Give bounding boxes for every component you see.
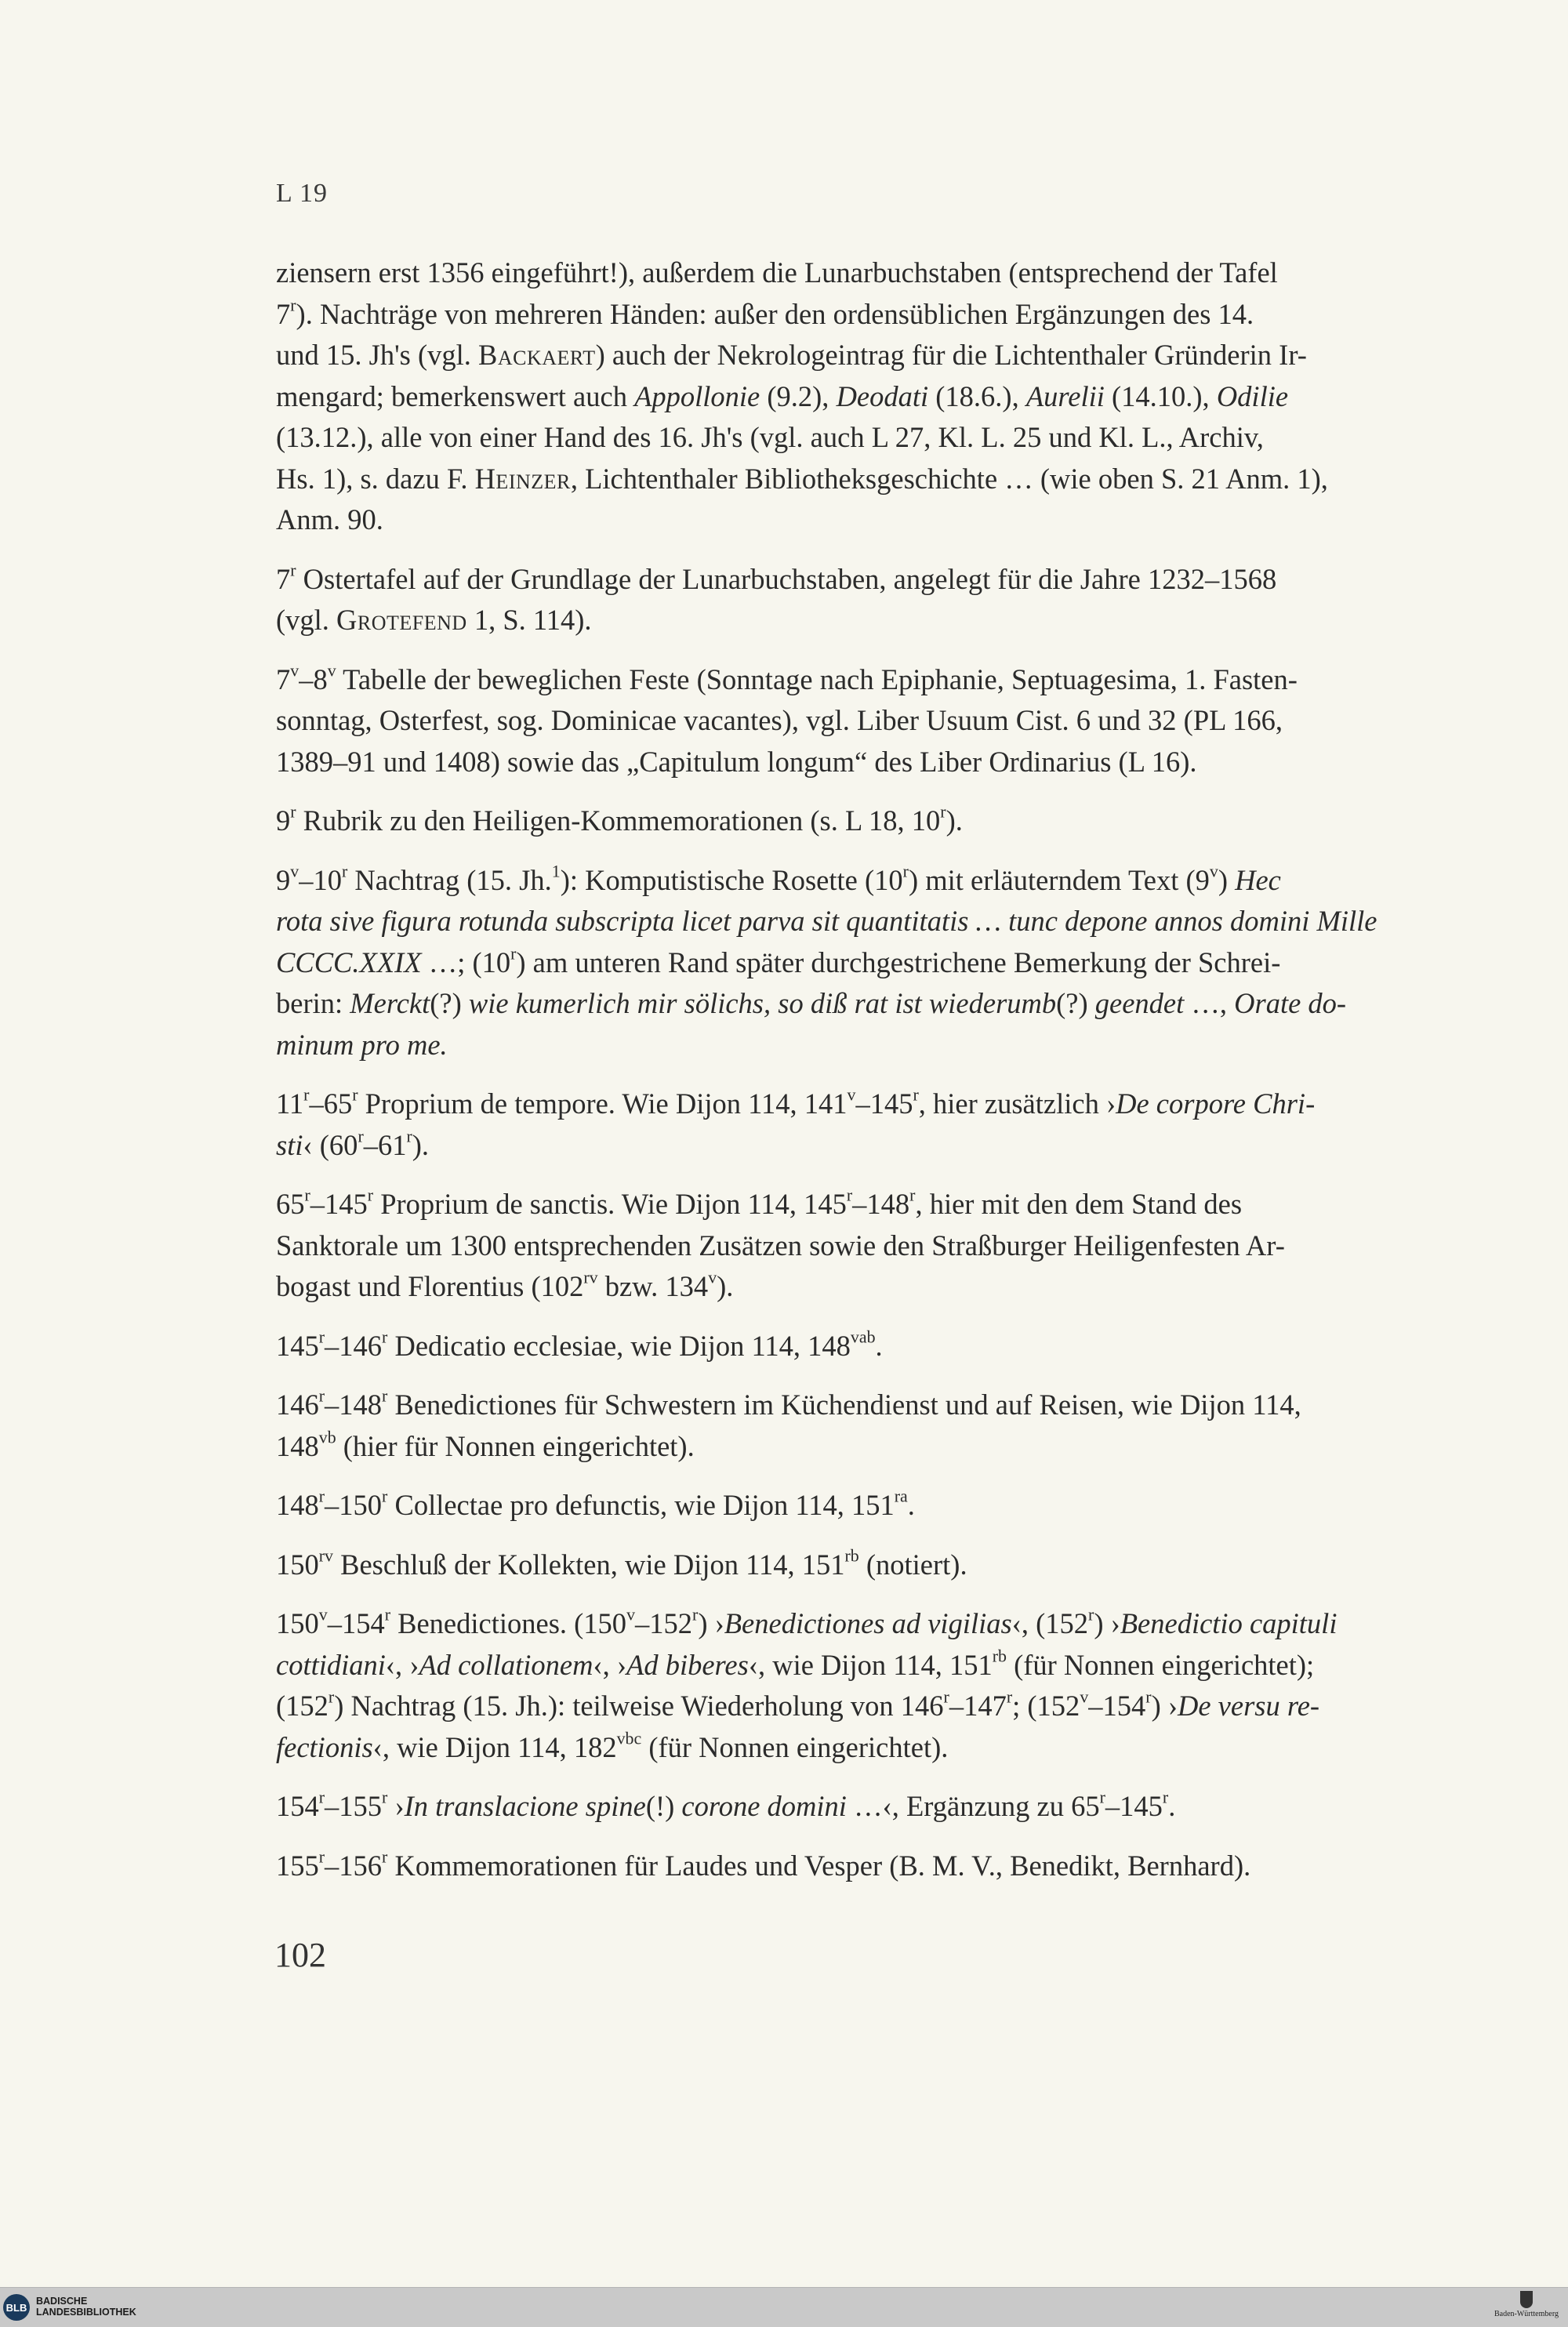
paragraph: [276, 1545, 1417, 1586]
paragraph: [276, 1385, 1417, 1467]
paragraph: [276, 1846, 1417, 1887]
text-line: ziensern erst 1356 eingeführt!), außerdem die Lunarbuchstaben (entsprechend der Tafel: [276, 256, 1278, 289]
text-line: Anm. 90.: [276, 503, 383, 535]
text-line: 9$^r$ Rubrik zu den Heiligen-Kommemorationen (s. L 18, 10$^r$).: [276, 801, 963, 837]
page-number: 102: [274, 1936, 326, 1974]
text-line: 145$^r$–146$^r$ Dedicatio ecclesiae, wie Dijon 114, $148^{vab}$.: [276, 1327, 883, 1362]
library-name-line: BADISCHE: [36, 2296, 88, 2307]
text-line: Hs. 1), s. dazu F. Heinzer, Lichtenthaler Bibliotheksgeschichte … (wie oben S. 21 Anm. 1),: [276, 462, 1328, 495]
text-line: bogast und Florentius ($102^{rv}$ bzw. 134$^v$).: [276, 1267, 734, 1302]
running-header: L 19: [276, 179, 328, 208]
library-name-line: LANDESBIBLIOTHEK: [36, 2307, 136, 2318]
text-line: cottidiani‹, ›Ad collationem‹, ›Ad biberes‹, wie Dijon 114, $151^{rb}$ (für Nonnen eingerichtet);: [276, 1646, 1315, 1681]
paragraph: [276, 1603, 1417, 1768]
paragraph: [276, 1485, 1417, 1527]
paragraph: [276, 559, 1417, 641]
text-line: sti‹ (60$^r$–61$^r$).: [276, 1126, 430, 1161]
text-line: Sanktorale um 1300 entsprechenden Zusätzen sowie den Straßburger Heiligenfesten Ar-: [276, 1229, 1285, 1262]
text-line: fectionis‹, wie Dijon 114, $182^{vbc}$ (für Nonnen eingerichtet).: [276, 1728, 949, 1763]
text-line: 9$^v$–10$^r$ Nachtrag (15. Jh.$^1$): Komputistische Rosette (10$^r$) mit erläuterndem Text (9$^v$) Hec: [276, 861, 1281, 896]
text-line: 154$^r$–155$^r$ ›In translacione spine(!) corone domini …‹, Ergänzung zu 65$^r$–145$^r$.: [276, 1787, 1176, 1822]
paragraph: [276, 659, 1417, 783]
paragraph: [276, 1084, 1417, 1166]
paragraph: [276, 1786, 1417, 1828]
library-name[interactable]: [36, 2296, 136, 2318]
text-line: 1389–91 und 1408) sowie das „Capitulum longum“ des Liber Ordinarius (L 16).: [276, 745, 1197, 778]
text-line: $148^{vb}$ (hier für Nonnen eingerichtet).: [276, 1427, 695, 1462]
text-line: minum pro me.: [276, 1028, 448, 1061]
text-line: mengard; bemerkenswert auch Appollonie (9.2), Deodati (18.6.), Aurelii (14.10.), Odilie: [276, 379, 1289, 412]
text-line: rota sive figura rotunda subscripta licet parva sit quantitatis … tunc depone annos domini Mille: [276, 905, 1377, 937]
text-line: 148$^r$–150$^r$ Collectae pro defunctis, wie Dijon 114, $151^{ra}$.: [276, 1486, 915, 1521]
text-line: 7$^v$–8$^v$ Tabelle der beweglichen Feste (Sonntage nach Epiphanie, Septuagesima, 1. Fasten-: [276, 660, 1298, 695]
text-line: 150$^v$–154$^r$ Benedictiones. (150$^v$–152$^r$) ›Benedictiones ad vigilias‹, (152$^r$) ›Benedictio capituli: [276, 1604, 1338, 1639]
text-line: (152$^r$) Nachtrag (15. Jh.): teilweise Wiederholung von 146$^r$–147$^r$; (152$^v$–154$^r$) ›De versu re-: [276, 1686, 1320, 1722]
text-line: (13.12.), alle von einer Hand des 16. Jh's (vgl. auch L 27, Kl. L. 25 und Kl. L., Archiv,: [276, 421, 1264, 453]
text-line: (vgl. Grotefend 1, S. 114).: [276, 604, 592, 636]
text-line: 7$^r$). Nachträge von mehreren Händen: außer den ordensüblichen Ergänzungen des 14.: [276, 295, 1254, 330]
paragraph: [276, 1184, 1417, 1308]
text-line: CCCC.XXIX …; (10$^r$) am unteren Rand später durchgestrichene Bemerkung der Schrei-: [276, 943, 1281, 978]
paragraph: [276, 800, 1417, 842]
text-line: 155$^r$–156$^r$ Kommemorationen für Laudes und Vesper (B. M. V., Benedikt, Bernhard).: [276, 1846, 1251, 1882]
crest-icon: [1520, 2291, 1533, 2308]
text-line: 11$^r$–65$^r$ Proprium de tempore. Wie Dijon 114, 141$^v$–145$^r$, hier zusätzlich ›De corpore Chri-: [276, 1084, 1316, 1120]
text-line: berin: Merckt(?) wie kumerlich mir sölichs, so diß rat ist wiederumb(?) geendet …, Orate do-: [276, 987, 1347, 1019]
paragraph: [276, 1326, 1417, 1367]
state-logo-text: Baden-Württemberg: [1494, 2310, 1559, 2318]
text-line: sonntag, Osterfest, sog. Dominicae vacantes), vgl. Liber Usuum Cist. 6 und 32 (PL 166,: [276, 704, 1283, 736]
text-line: 146$^r$–148$^r$ Benedictiones für Schwestern im Küchendienst und auf Reisen, wie Dijon 114,: [276, 1385, 1301, 1421]
text-line: 7$^r$ Ostertafel auf der Grundlage der Lunarbuchstaben, angelegt für die Jahre 1232–1568: [276, 560, 1277, 595]
text-line: 65$^r$–145$^r$ Proprium de sanctis. Wie Dijon 114, 145$^r$–148$^r$, hier mit den dem Stand des: [276, 1185, 1243, 1220]
viewer-footer: [0, 2287, 1568, 2327]
text-line: und 15. Jh's (vgl. Backaert) auch der Nekrologeintrag für die Lichtenthaler Gründerin Ir-: [276, 339, 1307, 371]
baden-wuerttemberg-logo[interactable]: [1491, 2291, 1562, 2325]
blb-logo-icon[interactable]: BLB: [3, 2294, 30, 2321]
paragraph: [276, 252, 1417, 541]
text-line: $150^{rv}$ Beschluß der Kollekten, wie Dijon 114, $151^{rb}$ (notiert).: [276, 1545, 967, 1581]
body-text: [276, 252, 1417, 1904]
paragraph: [276, 860, 1417, 1066]
